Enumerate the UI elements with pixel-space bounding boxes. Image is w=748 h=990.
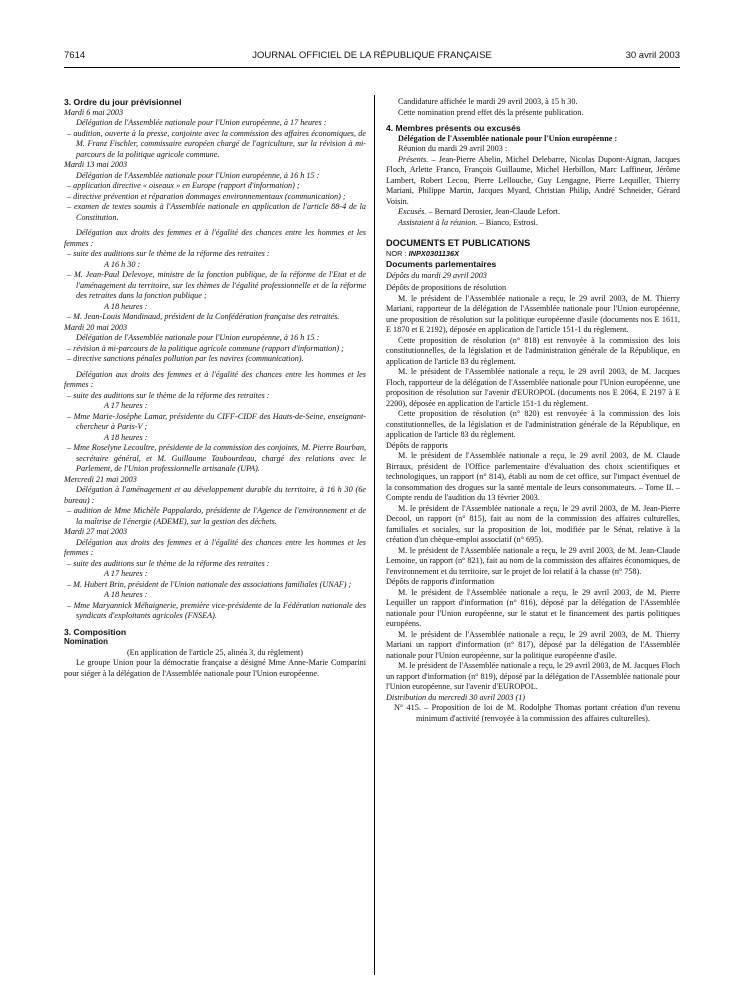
subsection-title: Dépôts de propositions de résolution [386,283,507,292]
distribution-title: Distribution du mercredi 30 avril 2003 (1) [386,692,526,702]
excuses-names: – Bernard Derosier, Jean-Claude Lefort. [426,207,560,216]
paragraph: Cette proposition de résolution (n° 818) est renvoyée à la commission des lois constitutionnelles, de la législation et de l'administration générale de la République, en application de l'article 83 du règlement. [386,335,680,366]
paragraph: Cette proposition de résolution (n° 820) est renvoyée à la commission des lois constitutionnelles, de la législation et de l'administration générale de la République, en application de l'article 83 du règlement. [386,409,680,439]
nor-reference [386,249,680,260]
header-rule [64,67,680,68]
paragraph: Réunion du mardi 29 avril 2003 : [398,144,508,153]
agenda-item: – suite des auditions sur le thème de la réforme des retraites : [67,558,270,568]
page-header [64,50,680,64]
paragraph: M. le président de l'Assemblée nationale a reçu, le 29 avril 2003, de M. Claude Birraux, président de l'Office parlementaire d'évaluation des choix scientifiques et technologiques, un rapport (n° 814), établi au nom de cet office, sur l'impact éventuel de la consommation des drogues sur la santé mentale de leurs consommateurs. – Tome II. – Compte rendu de l'audition du 13 février 2003. [386,451,680,502]
paragraph: (En application de l'article 25, alinéa 3, du règlement) [126,647,304,657]
presents-names: – Jean-Pierre Abelin, Michel Delebarre, Nicolas Dupont-Aignan, Jacques Floch, Arlette Franco, François Guillaume, Michel Herbillon, Marc Laffineur, Jérôme Lambert, Robert Lecou, Pierre Lellouche, Guy Lengagne, Pierre Lequiller, Thierry Mariani, Philippe Martin, Jacques Myard, Christian Philip, André Schneider, Gérard Voisin. [386,154,680,206]
presents-label: Présents. [398,154,429,164]
agenda-item: – directive sanctions pénales pollution par les navires (communication). [67,354,304,363]
date-heading: Mercredi 21 mai 2003 [64,474,137,484]
agenda-item: – M. Jean-Louis Mandinaud, président de la Confédération française des retraités. [67,312,340,321]
section-membres-title: 4. Membres présents ou excusés [386,123,521,133]
paragraph: M. le président de l'Assemblée nationale a reçu, le 29 avril 2003, de M. Thierry Mariani, rapporteur de la délégation de l'Assemblée nationale pour l'Union européenne, une proposition de résolution sur la politique européenne d'asile (documents nos E 1611, E 1870 et E 2192), déposée en application de l'article 151-1 du règlement. [386,293,680,334]
paragraph: M. le président de l'Assemblée nationale a reçu, le 29 avril 2003, de M. Thierry Mariani un rapport d'information (n° 817), déposé par la délégation de l'Assemblée nationale pour l'Union européenne, sur la politique européenne d'asile. [386,629,680,660]
subsection-title: Dépôts de rapports d'information [386,577,495,586]
assistants-names: – Bianco, Estrosi. [477,217,538,227]
date-heading: Mardi 6 mai 2003 [64,107,124,117]
paragraph: Candidature affichée le mardi 29 avril 2003, à 15 h 30. [398,97,578,106]
paragraph: M. le président de l'Assemblée nationale a reçu, le 29 avril 2003, de M. Jean-Pierre Decool, un rapport (n° 815), fait au nom de la commission des affaires culturelles, familiales et sociales, sur la proposition de loi, modifiée par le Sénat, relative à la création d'un chèque-emploi associatif (n° 695). [386,503,680,544]
paragraph: Le groupe Union pour la démocratie française a désigné Mme Anne-Marie Comparini pour siéger à la délégation de l'Assemblée nationale pour l'Union européenne. [64,658,366,678]
paragraph: Délégation aux droits des femmes et à l'égalité des chances entre les hommes et les femmes : [64,537,366,557]
date-heading: Mardi 13 mai 2003 [64,160,128,169]
nomination-title: Nomination [64,637,108,646]
presents-list [386,155,680,208]
time-slot: A 17 heures : [104,401,148,410]
agenda-item: – suite des auditions sur le thème de la réforme des retraites : [67,390,270,400]
agenda-item: – examen de textes soumis à l'Assemblée nationale en application de l'article 88-4 de la Constitution. [67,202,366,222]
time-slot: A 18 heures : [104,590,148,599]
paragraph: M. le président de l'Assemblée nationale a reçu, le 29 avril 2003, de M. Jacques Floch, rapporteur de la délégation de l'Assemblée nationale pour l'Union européenne, une proposition de résolution sur l'avenir d'EUROPOL (documents nos E 2064, E 2197 à E 2200), déposée en application de l'article 151-1 du règlement. [386,367,680,408]
agenda-item: – Mme Marie-Josèphe Lamar, présidente du CIFF-CIDF des Hauts-de-Seine, enseignant-chercheur à Paris-V ; [67,411,366,431]
section-ordre-du-jour-title: 3. Ordre du jour prévisionnel [64,97,182,107]
depots-date: Dépôts du mardi 29 avril 2003 [386,270,487,280]
left-column [64,97,366,679]
section-composition-title: 3. Composition [64,626,127,637]
paragraph: N° 415. – Proposition de loi de M. Rodolphe Thomas portant création d'un revenu minimum d'activité (renvoyée à la commission des affaires culturelles). [394,703,680,723]
paragraph: Délégation aux droits des femmes et à l'égalité des chances entre les hommes et les femmes : [64,228,366,248]
paragraph: Cette nomination prend effet dès la présente publication. [398,107,584,117]
paragraph: M. le président de l'Assemblée nationale a reçu, le 29 avril 2003, de M. Pierre Lequiller un rapport d'information (n° 816), déposé par la délégation de l'Assemblée nationale pour l'Union européenne, sur le statut et le financement des partis politiques européens. [386,587,680,628]
paragraph: Délégation à l'aménagement et au développement durable du territoire, à 16 h 30 (6e bureau) : [64,485,366,505]
journal-title: JOURNAL OFFICIEL DE LA RÉPUBLIQUE FRANÇAISE [252,50,492,61]
agenda-item: – audition, ouverte à la presse, conjointe avec la commission des affaires économiques, de M. Franz Fischler, commissaire européen chargé de l'agriculture, sur la révision à mi-parcours de la politique agricole commune. [67,128,366,159]
delegation-title: Délégation de l'Assemblée nationale pour l'Union européenne : [398,133,618,143]
excuses-list [386,207,680,218]
time-slot: A 17 heures : [104,569,148,578]
right-column [386,97,680,724]
paragraph: Délégation aux droits des femmes et à l'égalité des chances entre les hommes et les femmes : [64,369,366,389]
paragraph: Délégation de l'Assemblée nationale pour l'Union européenne, à 16 h 15 : [76,333,320,342]
date-heading: Mardi 27 mai 2003 [64,527,128,536]
agenda-item: – Mme Maryannick Méhaignerie, première vice-présidente de la Fédération nationale des syndicats d'exploitants agricoles (FNSEA). [67,600,366,620]
time-slot: A 16 h 30 : [104,259,141,269]
paragraph: M. le président de l'Assemblée nationale a reçu, le 29 avril 2003, de M. Jacques Floch un rapport d'information (n° 819), déposé par la délégation de l'Assemblée nationale pour l'Union européenne, sur l'avenir d'EUROPOL. [386,661,680,691]
paragraph: M. le président de l'Assemblée nationale a reçu, le 29 avril 2003, de M. Jean-Claude Lemoine, un rapport (n° 821), fait au nom de la commission des affaires économiques, de l'environnement et du territoire, sur le projet de loi relatif à la chasse (n° 758). [386,545,680,576]
agenda-item: – audition de Mme Michèle Pappalardo, présidente de l'Agence de l'environnement et de la maîtrise de l'énergie (ADEME), sur la gestion des déchets. [67,506,366,526]
paragraph: Délégation de l'Assemblée nationale pour l'Union européenne, à 16 h 15 : [76,170,320,180]
agenda-item: – Mme Roselyne Lecoultre, présidente de la commission des conjoints, M. Pierre Bourban, secrétaire général, et M. Guillaume Taubourdeau, chargé des relations avec le Parlement, de l'Union professionnelle artisanale (UPA). [67,443,366,473]
agenda-item: – M. Jean-Paul Delevoye, ministre de la fonction publique, de la réforme de l'Etat et de l'aménagement du territoire, sur les thèmes de l'égalité professionnelle et de la réforme des retraites dans la fonction publique ; [67,270,366,300]
agenda-item: – application directive « oiseaux » en Europe (rapport d'information) ; [67,181,300,190]
excuses-label: Excusés. [398,207,427,216]
paragraph: Délégation de l'Assemblée nationale pour l'Union européenne, à 17 heures : [76,118,327,127]
agenda-item: – M. Hubert Brin, président de l'Union nationale des associations familiales (UNAF) ; [67,579,352,589]
date-heading: Mardi 20 mai 2003 [64,322,128,332]
documents-title: DOCUMENTS ET PUBLICATIONS [386,238,531,248]
nor-code: INPX0301136X [408,248,459,258]
nor-label: NOR : [386,248,407,258]
publication-date: 30 avril 2003 [625,50,680,61]
subsection-title: Dépôts de rapports [386,440,448,450]
assistants-list [386,218,680,229]
page-number: 7614 [64,50,86,61]
assistants-label: Assistaient à la réunion. [398,217,478,227]
agenda-item: – suite des auditions sur le thème de la réforme des retraites : [67,249,270,258]
column-divider [374,95,375,975]
time-slot: A 18 heures : [104,432,148,442]
time-slot: A 18 heures : [104,301,148,311]
agenda-item: – révision à mi-parcours de la politique agricole commune (rapport d'information) ; [67,343,344,353]
documents-parlementaires-title: Documents parlementaires [386,259,497,269]
agenda-item: – directive prévention et réparation dommages environnementaux (communication) ; [67,191,346,201]
